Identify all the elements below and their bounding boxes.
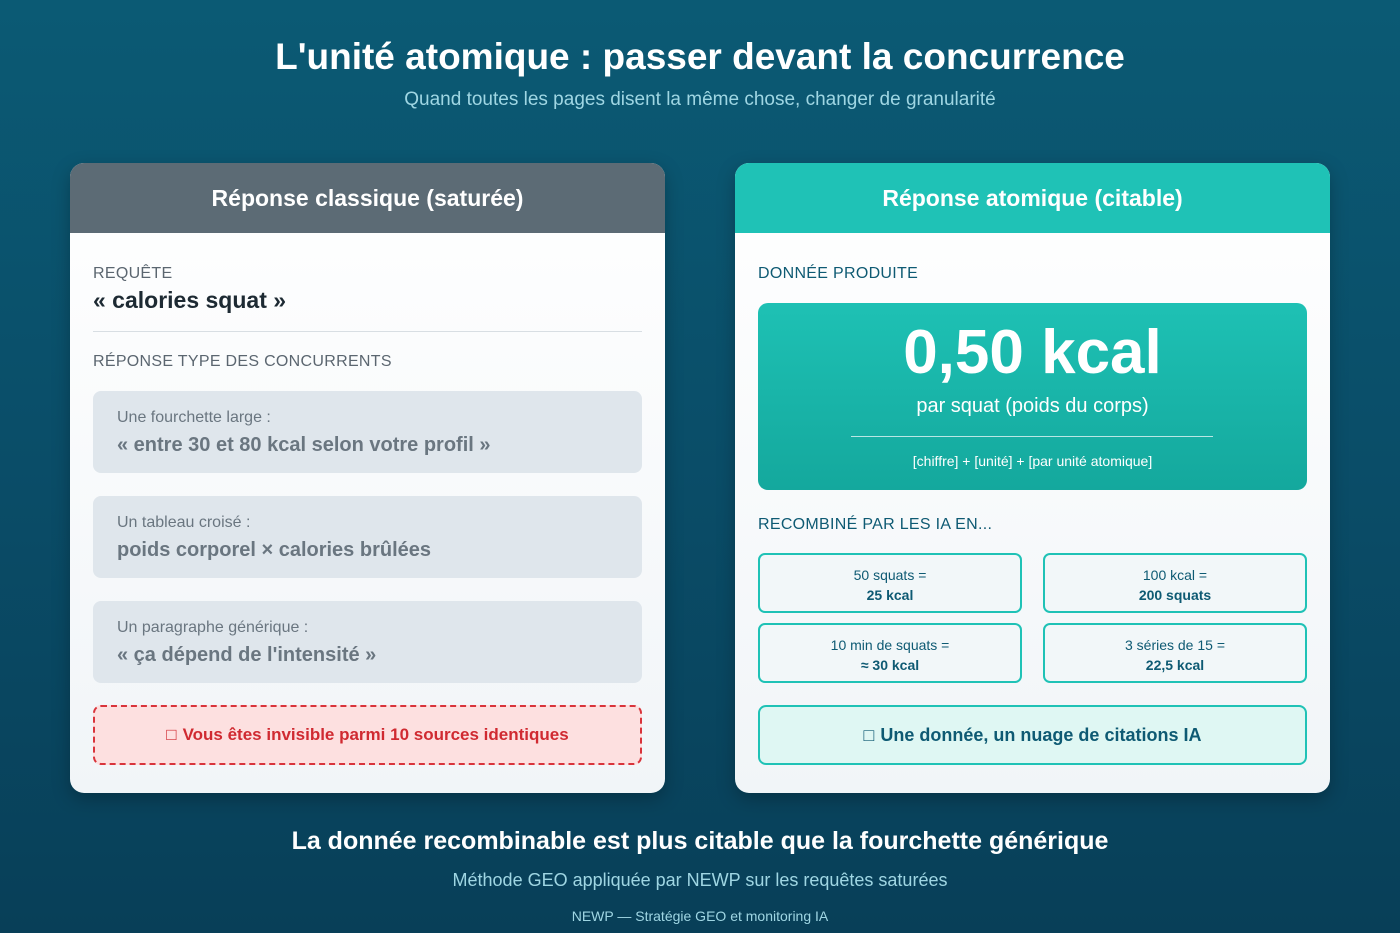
atomic-card-title: Réponse atomique (citable) [735,163,1330,233]
tile-result: 22,5 kcal [1145,657,1205,673]
data-produced-label: DONNÉE PRODUITE [758,265,919,282]
recombination-tile [1043,623,1307,683]
competitor-response [93,391,642,473]
atomic-value: 0,50 kcal [903,318,1162,387]
tile-equation: 100 kcal = [1142,567,1208,583]
page-subtitle: Quand toutes les pages disent la même chose, changer de granularité [404,89,996,110]
response-lead: Une fourchette large : [117,409,271,426]
query-text: « calories squat » [93,287,287,313]
recombination-tile [758,553,1022,613]
atomic-unit: par squat (poids du corps) [916,395,1149,417]
recombination-tile [758,623,1022,683]
classic-card-title: Réponse classique (saturée) [70,163,665,233]
cloud-icon: □ [863,724,875,745]
query-label: REQUÊTE [93,265,173,282]
invisible-warning [93,705,642,765]
divider [93,331,642,332]
competitor-response [93,601,642,683]
classic-answer-card [70,163,665,793]
atomic-answer-card [735,163,1330,793]
tile-result: 200 squats [1138,587,1212,603]
atomic-value-panel [758,303,1307,490]
response-main: « entre 30 et 80 kcal selon votre profil » [117,434,491,456]
competitors-label: RÉPONSE TYPE DES CONCURRENTS [93,353,392,370]
callout-text: Une donnée, un nuage de citations IA [880,724,1202,745]
atomic-formula: [chiffre] + [unité] + [par unité atomique] [912,453,1153,469]
conclusion-title: La donnée recombinable est plus citable que la fourchette générique [291,827,1109,855]
tile-result: ≈ 30 kcal [860,657,920,673]
warning-icon: □ [166,725,177,744]
citation-cloud-callout [758,705,1307,765]
response-main: poids corporel × calories brûlées [117,539,432,561]
response-lead: Un paragraphe générique : [117,619,309,636]
tile-equation: 50 squats = [853,567,927,583]
tile-equation: 10 min de squats = [830,637,950,653]
brand-footer: NEWP — Stratégie GEO et monitoring IA [571,908,829,924]
tile-equation: 3 séries de 15 = [1124,637,1225,653]
competitor-response [93,496,642,578]
recombination-tile [1043,553,1307,613]
warning-text: Vous êtes invisible parmi 10 sources identiques [182,725,569,744]
response-main: « ça dépend de l'intensité » [117,644,377,666]
tile-result: 25 kcal [866,587,914,603]
response-lead: Un tableau croisé : [117,514,251,531]
recombined-label: RECOMBINÉ PAR LES IA EN... [758,516,993,533]
page-title: L'unité atomique : passer devant la concurrence [275,36,1125,77]
conclusion-subtitle: Méthode GEO appliquée par NEWP sur les requêtes saturées [452,870,948,890]
divider [851,436,1213,437]
